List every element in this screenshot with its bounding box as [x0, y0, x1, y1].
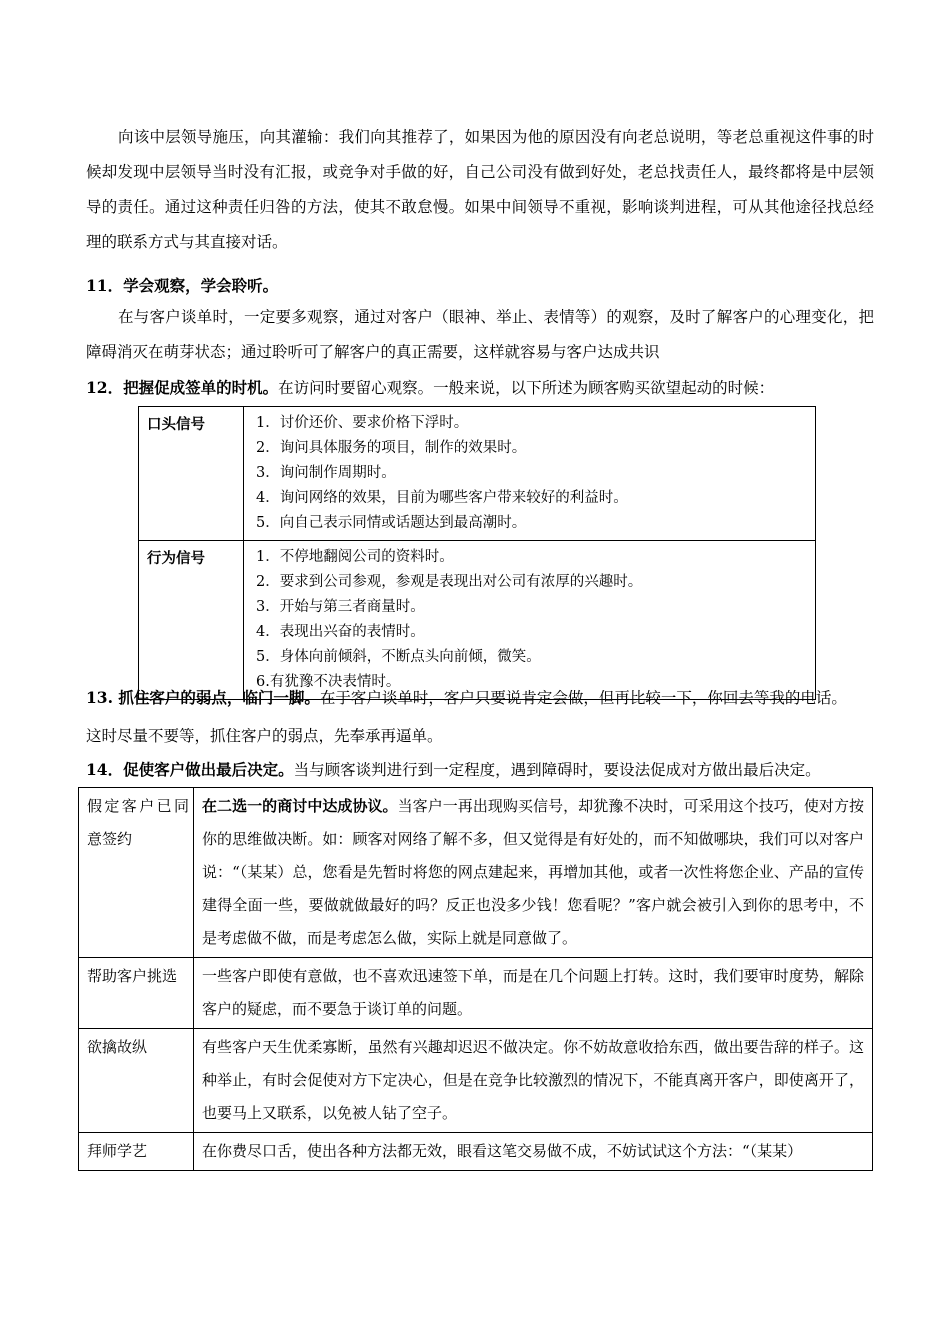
signal-item: 3．询问制作周期时。 — [256, 465, 396, 481]
technique-body: 一些客户即使有意做，也不喜欢迅速签下单，而是在几个问题上打转。这时，我们要审时度势，解除客户的疑虑，而不要急于谈订单的问题。 — [202, 967, 864, 1018]
section-12-line — [86, 378, 874, 398]
section-13-line-2: 这时尽量不要等，抓住客户的弱点，先奉承再逼单。 — [86, 727, 443, 745]
signal-item: 1．讨价还价、要求价格下浮时。 — [256, 415, 469, 431]
technique-label: 帮助客户挑选 — [79, 958, 194, 1029]
technique-body-cell — [194, 788, 873, 958]
intro-paragraph: 向该中层领导施压，向其灌输：我们向其推荐了，如果因为他的原因没有向老总说明，等老总重视这件事的时候却发现中层领导当时没有汇报，或竞争对手做的好，自己公司没有做到好处，老总找责任人，最终都将是中层领导的责任。通过这种责任归咎的方法，使其不敢怠慢。如果中间领导不重视，影响谈判进程，可从其他途径找总经理的联系方式与其直接对话。 — [86, 128, 874, 251]
section-14-heading: 14．促使客户做出最后决定。 — [86, 760, 294, 779]
section-11-heading: 11．学会观察，学会聆听。 — [86, 276, 279, 295]
signals-items-behavior — [244, 541, 816, 700]
technique-body: 有些客户天生优柔寡断，虽然有兴趣却迟迟不做决定。你不妨故意收拾东西，做出要告辞的样子。这种举止，有时会促使对方下定决心，但是在竞争比较激烈的情况下，不能真离开客户，即使离开了，也要马上又联系，以免被人钻了空子。 — [202, 1038, 864, 1122]
technique-row — [79, 1133, 873, 1171]
signal-item: 6.有犹豫不决表情时。 — [256, 674, 401, 690]
signal-item: 3．开始与第三者商量时。 — [256, 599, 425, 615]
technique-row — [79, 788, 873, 958]
section-13-heading: 13. 抓住客户的弱点，临门一脚。 — [86, 688, 320, 707]
technique-row — [79, 958, 873, 1029]
techniques-table — [78, 787, 873, 1171]
technique-body-cell — [194, 1133, 873, 1171]
technique-lead: 在二选一的商讨中达成协议。 — [202, 797, 398, 815]
section-12-heading: 12．把握促成签单的时机。 — [86, 378, 279, 397]
section-14-line — [86, 760, 874, 780]
technique-body: 当客户一再出现购买信号，却犹豫不决时，可采用这个技巧，使对方按你的思维做决断。如：顾客对网络了解不多，但又觉得是有好处的，而不知做哪块，我们可以对客户说：“（某某）总，您看是先暂时将您的网点建起来，再增加其他，或者一次性将您企业、产品的宣传建得全面一些，要做就做最好的吗？反正也没多少钱！您看呢？”客户就会被引入到你的思考中，不是考虑做不做，而是考虑怎么做，实际上就是同意做了。 — [202, 797, 864, 947]
signal-item: 5．身体向前倾斜，不断点头向前倾，微笑。 — [256, 649, 541, 665]
section-14-text: 当与顾客谈判进行到一定程度，遇到障碍时，要设法促成对方做出最后决定。 — [293, 761, 821, 779]
signal-item: 4．表现出兴奋的表情时。 — [256, 624, 425, 640]
signals-table — [138, 406, 816, 700]
section-13-line-1 — [86, 688, 874, 708]
technique-row — [79, 1029, 873, 1133]
technique-label: 欲擒故纵 — [79, 1029, 194, 1133]
signal-item: 5．向自己表示同情或话题达到最高潮时。 — [256, 515, 527, 531]
section-11-body: 在与客户谈单时，一定要多观察，通过对客户（眼神、举止、表情等）的观察，及时了解客户的心理变化，把障碍消灭在萌芽状态；通过聆听可了解客户的真正需要，这样就容易与客户达成共识 — [86, 308, 874, 361]
signal-item: 4．询问网络的效果，目前为哪些客户带来较好的利益时。 — [256, 490, 628, 506]
technique-body-cell — [194, 958, 873, 1029]
signals-label-verbal: 口头信号 — [139, 407, 244, 541]
signals-row-verbal — [139, 407, 816, 541]
technique-label: 拜师学艺 — [79, 1133, 194, 1171]
signal-item: 1．不停地翻阅公司的资料时。 — [256, 549, 454, 565]
section-12-text: 在访问时要留心观察。一般来说，以下所述为顾客购买欲望起动的时候： — [278, 379, 775, 397]
signals-row-behavior — [139, 541, 816, 700]
signals-label-behavior: 行为信号 — [139, 541, 244, 700]
technique-body-cell — [194, 1029, 873, 1133]
technique-body: 在你费尽口舌，使出各种方法都无效，眼看这笔交易做不成，不妨试试这个方法：“（某某） — [202, 1142, 803, 1160]
signals-items-verbal — [244, 407, 816, 541]
technique-label: 假定客户已同意签约 — [79, 788, 194, 958]
signal-item: 2．要求到公司参观，参观是表现出对公司有浓厚的兴趣时。 — [256, 574, 643, 590]
signal-item: 2．询问具体服务的项目，制作的效果时。 — [256, 440, 527, 456]
section-13-text-1: 在于客户谈单时，客户只要说肯定会做，但再比较一下，你回去等我的电话。 — [319, 689, 847, 707]
